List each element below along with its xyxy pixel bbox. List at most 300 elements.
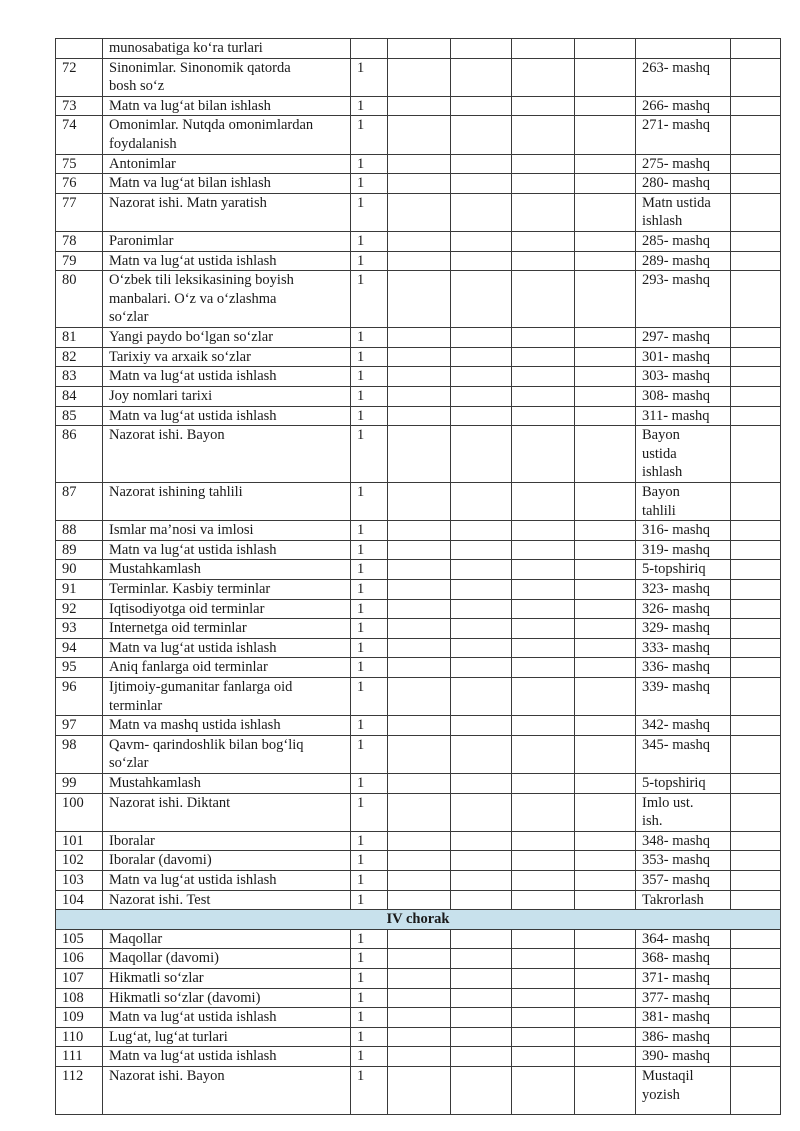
table-row (56, 638, 781, 658)
table-row (56, 39, 781, 59)
empty-cell (575, 638, 636, 658)
lesson-topic-cell: Nazorat ishi. Diktant (103, 793, 351, 831)
date-cell (451, 658, 512, 678)
notes-cell (731, 1047, 781, 1067)
lesson-number-cell: 76 (56, 174, 103, 194)
date-cell (388, 174, 451, 194)
homework-cell: 329- mashq (636, 619, 731, 639)
date-cell (451, 174, 512, 194)
notes-cell (731, 870, 781, 890)
notes-cell (731, 968, 781, 988)
date-cell (388, 483, 451, 521)
empty-cell (512, 328, 575, 348)
homework-cell: 368- mashq (636, 949, 731, 969)
notes-cell (731, 716, 781, 736)
table-row (56, 483, 781, 521)
date-cell (388, 1027, 451, 1047)
lesson-number-cell: 98 (56, 735, 103, 773)
date-cell (388, 678, 451, 716)
table-row (56, 619, 781, 639)
lesson-topic-cell: Nazorat ishi. Bayon (103, 1066, 351, 1114)
date-cell (451, 716, 512, 736)
table-row (56, 599, 781, 619)
table-row (56, 716, 781, 736)
lesson-plan-table (55, 38, 781, 1115)
date-cell (388, 735, 451, 773)
table-row (56, 1066, 781, 1114)
hours-cell: 1 (351, 1066, 388, 1114)
empty-cell (575, 988, 636, 1008)
notes-cell (731, 949, 781, 969)
date-cell (388, 251, 451, 271)
empty-cell (575, 774, 636, 794)
date-cell (451, 328, 512, 348)
date-cell (451, 426, 512, 483)
date-cell (388, 968, 451, 988)
hours-cell (351, 39, 388, 59)
table-row (56, 96, 781, 116)
table-row (56, 328, 781, 348)
hours-cell: 1 (351, 890, 388, 910)
homework-cell: 348- mashq (636, 831, 731, 851)
date-cell (388, 560, 451, 580)
date-cell (388, 580, 451, 600)
hours-cell: 1 (351, 774, 388, 794)
table-row (56, 1047, 781, 1067)
homework-cell: 311- mashq (636, 406, 731, 426)
notes-cell (731, 367, 781, 387)
date-cell (388, 193, 451, 231)
date-cell (388, 58, 451, 96)
hours-cell: 1 (351, 851, 388, 871)
empty-cell (512, 58, 575, 96)
empty-cell (575, 716, 636, 736)
date-cell (388, 96, 451, 116)
notes-cell (731, 890, 781, 910)
table-row (56, 988, 781, 1008)
table-row (56, 426, 781, 483)
date-cell (451, 1066, 512, 1114)
empty-cell (575, 890, 636, 910)
notes-cell (731, 929, 781, 949)
hours-cell: 1 (351, 271, 388, 328)
notes-cell (731, 774, 781, 794)
empty-cell (575, 1047, 636, 1067)
date-cell (388, 367, 451, 387)
table-row (56, 1027, 781, 1047)
date-cell (388, 347, 451, 367)
notes-cell (731, 406, 781, 426)
empty-cell (512, 735, 575, 773)
date-cell (388, 831, 451, 851)
empty-cell (512, 367, 575, 387)
empty-cell (512, 890, 575, 910)
empty-cell (512, 929, 575, 949)
notes-cell (731, 580, 781, 600)
lesson-number-cell: 96 (56, 678, 103, 716)
lesson-topic-cell: Matn va lug‘at ustida ishlash (103, 1047, 351, 1067)
date-cell (388, 521, 451, 541)
lesson-number-cell: 86 (56, 426, 103, 483)
hours-cell: 1 (351, 988, 388, 1008)
table-row (56, 1008, 781, 1028)
table-row (56, 367, 781, 387)
date-cell (388, 406, 451, 426)
lesson-topic-cell: Aniq fanlarga oid terminlar (103, 658, 351, 678)
empty-cell (512, 1027, 575, 1047)
empty-cell (512, 540, 575, 560)
homework-cell: Matn ustida ishlash (636, 193, 731, 231)
table-row (56, 271, 781, 328)
empty-cell (512, 949, 575, 969)
empty-cell (575, 426, 636, 483)
empty-cell (512, 426, 575, 483)
hours-cell: 1 (351, 174, 388, 194)
lesson-topic-cell: munosabatiga ko‘ra turlari (103, 39, 351, 59)
empty-cell (512, 174, 575, 194)
empty-cell (512, 638, 575, 658)
table-row (56, 580, 781, 600)
empty-cell (575, 271, 636, 328)
empty-cell (575, 560, 636, 580)
lesson-topic-cell: Matn va lug‘at bilan ishlash (103, 174, 351, 194)
lesson-topic-cell: Iqtisodiyotga oid terminlar (103, 599, 351, 619)
homework-cell: 357- mashq (636, 870, 731, 890)
date-cell (451, 988, 512, 1008)
date-cell (388, 599, 451, 619)
date-cell (451, 39, 512, 59)
homework-cell: 390- mashq (636, 1047, 731, 1067)
homework-cell: 5-topshiriq (636, 774, 731, 794)
table-row (56, 890, 781, 910)
hours-cell: 1 (351, 949, 388, 969)
hours-cell: 1 (351, 716, 388, 736)
homework-cell: 293- mashq (636, 271, 731, 328)
date-cell (451, 870, 512, 890)
table-row (56, 831, 781, 851)
empty-cell (575, 540, 636, 560)
empty-cell (575, 174, 636, 194)
empty-cell (575, 658, 636, 678)
date-cell (451, 774, 512, 794)
homework-cell: 285- mashq (636, 231, 731, 251)
lesson-topic-cell: Matn va lug‘at ustida ishlash (103, 1008, 351, 1028)
date-cell (451, 271, 512, 328)
date-cell (388, 540, 451, 560)
notes-cell (731, 638, 781, 658)
date-cell (388, 231, 451, 251)
lesson-topic-cell: Paronimlar (103, 231, 351, 251)
date-cell (451, 599, 512, 619)
date-cell (451, 929, 512, 949)
hours-cell: 1 (351, 251, 388, 271)
lesson-number-cell: 87 (56, 483, 103, 521)
empty-cell (512, 599, 575, 619)
table-row (56, 406, 781, 426)
section-title: IV chorak (56, 910, 781, 930)
lesson-number-cell: 74 (56, 116, 103, 154)
hours-cell: 1 (351, 426, 388, 483)
lesson-topic-cell: Mustahkamlash (103, 560, 351, 580)
empty-cell (575, 39, 636, 59)
empty-cell (512, 406, 575, 426)
date-cell (451, 540, 512, 560)
lesson-number-cell: 92 (56, 599, 103, 619)
empty-cell (575, 793, 636, 831)
hours-cell: 1 (351, 599, 388, 619)
notes-cell (731, 193, 781, 231)
date-cell (451, 193, 512, 231)
empty-cell (512, 1008, 575, 1028)
empty-cell (575, 1008, 636, 1028)
table-row (56, 774, 781, 794)
lesson-number-cell: 80 (56, 271, 103, 328)
lesson-number-cell: 73 (56, 96, 103, 116)
hours-cell: 1 (351, 793, 388, 831)
hours-cell: 1 (351, 154, 388, 174)
lesson-topic-cell: Matn va mashq ustida ishlash (103, 716, 351, 736)
notes-cell (731, 328, 781, 348)
notes-cell (731, 851, 781, 871)
date-cell (388, 851, 451, 871)
lesson-number-cell: 106 (56, 949, 103, 969)
table-row (56, 174, 781, 194)
homework-cell: 263- mashq (636, 58, 731, 96)
lesson-topic-cell: Internetga oid terminlar (103, 619, 351, 639)
lesson-topic-cell: Nazorat ishi. Bayon (103, 426, 351, 483)
empty-cell (575, 521, 636, 541)
lesson-topic-cell: Yangi paydo bo‘lgan so‘zlar (103, 328, 351, 348)
empty-cell (575, 929, 636, 949)
date-cell (388, 890, 451, 910)
table-row (56, 193, 781, 231)
date-cell (388, 1047, 451, 1067)
section-header-row (56, 910, 781, 930)
homework-cell (636, 39, 731, 59)
table-row (56, 793, 781, 831)
homework-cell: 381- mashq (636, 1008, 731, 1028)
table-row (56, 678, 781, 716)
empty-cell (512, 386, 575, 406)
empty-cell (512, 154, 575, 174)
empty-cell (575, 619, 636, 639)
hours-cell: 1 (351, 406, 388, 426)
table-row (56, 154, 781, 174)
homework-cell: 5-topshiriq (636, 560, 731, 580)
empty-cell (512, 580, 575, 600)
homework-cell: 308- mashq (636, 386, 731, 406)
lesson-topic-cell: Ismlar ma’nosi va imlosi (103, 521, 351, 541)
hours-cell: 1 (351, 735, 388, 773)
empty-cell (512, 793, 575, 831)
homework-cell: 275- mashq (636, 154, 731, 174)
homework-cell: Bayon ustida ishlash (636, 426, 731, 483)
empty-cell (512, 1066, 575, 1114)
homework-cell: 316- mashq (636, 521, 731, 541)
lesson-number-cell: 99 (56, 774, 103, 794)
table-row (56, 658, 781, 678)
date-cell (451, 560, 512, 580)
table-row (56, 58, 781, 96)
hours-cell: 1 (351, 483, 388, 521)
lesson-number-cell: 77 (56, 193, 103, 231)
hours-cell: 1 (351, 521, 388, 541)
table-row (56, 386, 781, 406)
hours-cell: 1 (351, 870, 388, 890)
empty-cell (575, 870, 636, 890)
date-cell (451, 735, 512, 773)
date-cell (451, 619, 512, 639)
notes-cell (731, 540, 781, 560)
homework-cell: 342- mashq (636, 716, 731, 736)
lesson-number-cell: 85 (56, 406, 103, 426)
homework-cell: Bayon tahlili (636, 483, 731, 521)
homework-cell: 319- mashq (636, 540, 731, 560)
notes-cell (731, 251, 781, 271)
date-cell (451, 968, 512, 988)
date-cell (451, 406, 512, 426)
lesson-topic-cell: Matn va lug‘at ustida ishlash (103, 367, 351, 387)
date-cell (451, 678, 512, 716)
hours-cell: 1 (351, 58, 388, 96)
empty-cell (512, 193, 575, 231)
date-cell (451, 1047, 512, 1067)
lesson-topic-cell: Terminlar. Kasbiy terminlar (103, 580, 351, 600)
date-cell (451, 521, 512, 541)
table-row (56, 521, 781, 541)
lesson-topic-cell: Tarixiy va arxaik so‘zlar (103, 347, 351, 367)
lesson-topic-cell: Matn va lug‘at ustida ishlash (103, 540, 351, 560)
homework-cell: Imlo ust. ish. (636, 793, 731, 831)
lesson-topic-cell: Matn va lug‘at ustida ishlash (103, 406, 351, 426)
date-cell (451, 367, 512, 387)
table-row (56, 251, 781, 271)
empty-cell (575, 483, 636, 521)
lesson-number-cell: 105 (56, 929, 103, 949)
lesson-number-cell: 83 (56, 367, 103, 387)
empty-cell (512, 251, 575, 271)
empty-cell (575, 154, 636, 174)
hours-cell: 1 (351, 638, 388, 658)
date-cell (451, 851, 512, 871)
empty-cell (575, 580, 636, 600)
date-cell (451, 154, 512, 174)
date-cell (388, 793, 451, 831)
lesson-topic-cell: Matn va lug‘at ustida ishlash (103, 870, 351, 890)
homework-cell: 339- mashq (636, 678, 731, 716)
date-cell (388, 426, 451, 483)
date-cell (388, 638, 451, 658)
notes-cell (731, 426, 781, 483)
notes-cell (731, 231, 781, 251)
empty-cell (512, 1047, 575, 1067)
notes-cell (731, 347, 781, 367)
date-cell (388, 929, 451, 949)
empty-cell (512, 271, 575, 328)
homework-cell: 271- mashq (636, 116, 731, 154)
table-body (56, 39, 781, 1115)
empty-cell (575, 678, 636, 716)
notes-cell (731, 793, 781, 831)
empty-cell (575, 735, 636, 773)
empty-cell (512, 521, 575, 541)
lesson-topic-cell: Hikmatli so‘zlar (103, 968, 351, 988)
date-cell (451, 831, 512, 851)
notes-cell (731, 483, 781, 521)
date-cell (388, 619, 451, 639)
empty-cell (575, 949, 636, 969)
lesson-number-cell: 108 (56, 988, 103, 1008)
date-cell (388, 271, 451, 328)
date-cell (388, 386, 451, 406)
hours-cell: 1 (351, 347, 388, 367)
homework-cell: 377- mashq (636, 988, 731, 1008)
empty-cell (512, 619, 575, 639)
hours-cell: 1 (351, 1027, 388, 1047)
empty-cell (512, 560, 575, 580)
lesson-topic-cell: Omonimlar. Nutqda omonimlardan foydalanish (103, 116, 351, 154)
lesson-number-cell: 95 (56, 658, 103, 678)
lesson-number-cell: 109 (56, 1008, 103, 1028)
empty-cell (575, 1066, 636, 1114)
date-cell (451, 483, 512, 521)
notes-cell (731, 599, 781, 619)
lesson-number-cell: 79 (56, 251, 103, 271)
hours-cell: 1 (351, 968, 388, 988)
lesson-number-cell: 111 (56, 1047, 103, 1067)
date-cell (451, 949, 512, 969)
homework-cell: 353- mashq (636, 851, 731, 871)
empty-cell (512, 716, 575, 736)
homework-cell: 297- mashq (636, 328, 731, 348)
homework-cell: 371- mashq (636, 968, 731, 988)
hours-cell: 1 (351, 540, 388, 560)
hours-cell: 1 (351, 658, 388, 678)
hours-cell: 1 (351, 367, 388, 387)
homework-cell: 364- mashq (636, 929, 731, 949)
empty-cell (575, 406, 636, 426)
empty-cell (512, 870, 575, 890)
empty-cell (512, 347, 575, 367)
hours-cell: 1 (351, 328, 388, 348)
lesson-number-cell: 75 (56, 154, 103, 174)
empty-cell (512, 483, 575, 521)
empty-cell (512, 39, 575, 59)
date-cell (451, 386, 512, 406)
date-cell (388, 716, 451, 736)
homework-cell: 301- mashq (636, 347, 731, 367)
empty-cell (512, 831, 575, 851)
notes-cell (731, 521, 781, 541)
lesson-topic-cell: Nazorat ishining tahlili (103, 483, 351, 521)
date-cell (451, 638, 512, 658)
empty-cell (512, 116, 575, 154)
empty-cell (575, 347, 636, 367)
date-cell (451, 1008, 512, 1028)
empty-cell (575, 831, 636, 851)
homework-cell: 323- mashq (636, 580, 731, 600)
empty-cell (575, 193, 636, 231)
lesson-number-cell: 82 (56, 347, 103, 367)
table-row (56, 949, 781, 969)
homework-cell: 336- mashq (636, 658, 731, 678)
lesson-topic-cell: Ijtimoiy-gumanitar fanlarga oid terminlar (103, 678, 351, 716)
empty-cell (575, 96, 636, 116)
homework-cell: 326- mashq (636, 599, 731, 619)
table-row (56, 347, 781, 367)
notes-cell (731, 678, 781, 716)
lesson-number-cell: 78 (56, 231, 103, 251)
